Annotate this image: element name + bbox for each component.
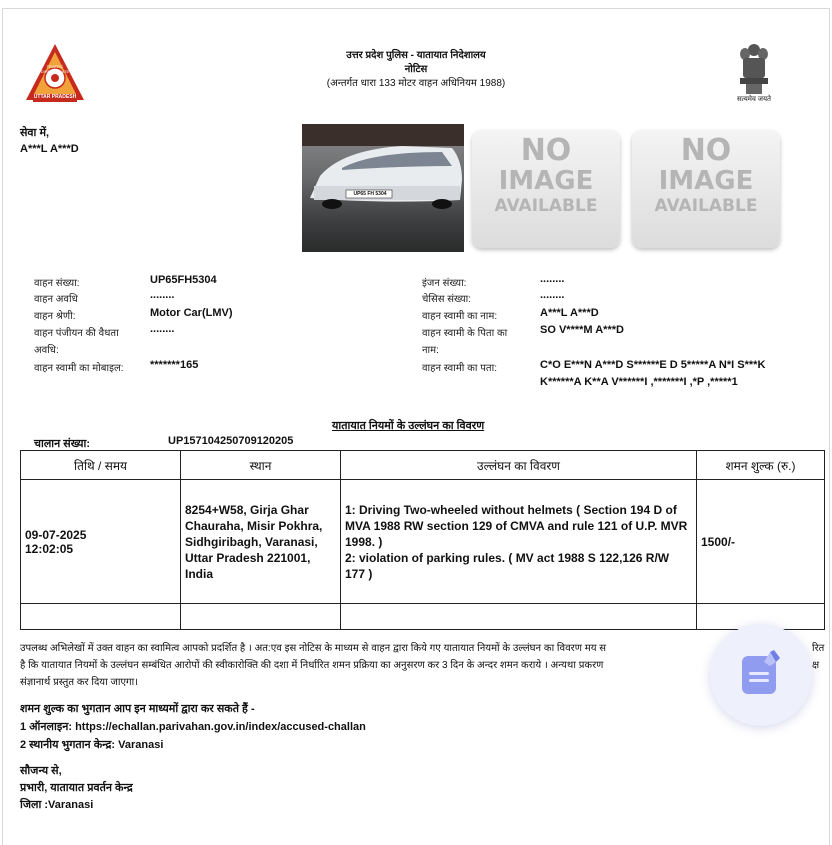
violation-2: 2: violation of parking rules. ( MV act 1988 S 122,126 R/W 177 ) (345, 550, 670, 581)
vehicle-photo (302, 124, 464, 252)
column-header-fine: शमन शुल्क (रु.) (697, 451, 825, 480)
owner-father-label-2: नाम: (422, 345, 439, 356)
violation-time: 12:02:05 (25, 541, 74, 556)
notice-line-2-end: क्ष (812, 660, 820, 671)
cell-fine: 1500/- (697, 480, 825, 604)
emblem-caption: सत्यमेव जयते (736, 96, 772, 103)
notice-line-3: संज्ञानार्थ प्रस्तुत कर दिया जाएगा। (20, 677, 138, 688)
logo-caption: UTTAR PRADESH (33, 94, 77, 100)
no-image-placeholder-2: NO IMAGE AVAILABLE (632, 130, 780, 248)
act-reference: (अन्तर्गत धारा 133 मोटर वाहन अधिनियम 1988) (326, 78, 506, 89)
cell-violation (341, 480, 697, 604)
cell-location: 8254+W58, Girja Ghar Chauraha, Misir Pokhra, Sidhgiribagh, Varanasi, Uttar Pradesh 221001, India (181, 480, 341, 604)
payment-local-center: 2 स्थानीय भुगतान केन्द्र: Varanasi (20, 739, 164, 751)
floating-note-button[interactable] (710, 624, 812, 726)
notice-line-2: है कि यातायात नियमों के उल्लंघन सम्बंधित आरोपों की स्वीकारोक्ति की दशा में निर्धारित शमन प्रक्रिया का अनुसरण कर 3 दिन के अन्दर शमन कराये । अन्यथा प्रकरण (20, 660, 604, 671)
document-type: नोटिस (404, 64, 428, 75)
engine-number: ........ (540, 273, 565, 285)
table-header-row (21, 451, 825, 480)
no-image-placeholder-1: NO IMAGE AVAILABLE (472, 130, 620, 248)
violation-section-title: यातायात नियमों के उल्लंघन का विवरण (332, 420, 485, 432)
salutation: सेवा में, (20, 127, 50, 139)
cell-date-time (21, 480, 181, 604)
owner-father-label: वाहन स्वामी के पिता का (422, 328, 508, 339)
registration-validity: ........ (150, 323, 175, 335)
violation-date: 09-07-2025 (25, 527, 87, 542)
owner-mobile: *******165 (150, 359, 199, 371)
vehicle-number: UP65FH5304 (150, 274, 217, 286)
note-edit-icon (740, 650, 784, 698)
notice-paragraph (20, 640, 820, 691)
chassis-number-label: चेसिस संख्या: (422, 294, 472, 305)
owner-address-label: वाहन स्वामी का पता: (422, 363, 497, 374)
challan-number: UP157104250709120205 (168, 435, 294, 447)
vehicle-period: ........ (150, 289, 175, 301)
payment-online-link[interactable]: https://echallan.parivahan.gov.in/index/accused-challan (75, 721, 366, 733)
owner-address-line1: C*O E***N A***D S******E D 5*****A N*I S***K (540, 359, 766, 371)
registration-validity-label-2: अवधि: (34, 345, 59, 356)
column-header-violation: उल्लंघन का विवरण (341, 451, 697, 480)
owner-address-line2: K******A K**A V******I ,*******I ,*P ,*****1 (540, 376, 738, 388)
number-plate: UP65 FH 5304 (353, 191, 387, 197)
vehicle-period-label: वाहन अवधि (34, 294, 78, 305)
table-row (21, 480, 825, 604)
courtesy-line: सौजन्य से, (20, 765, 62, 777)
registration-validity-label: वाहन पंजीयन की वैधता (34, 328, 119, 339)
department-title: उत्तर प्रदेश पुलिस - यातायात निदेशालय (346, 50, 486, 61)
vehicle-category: Motor Car(LMV) (150, 307, 233, 319)
payment-online (20, 719, 366, 734)
district-line: जिला :Varanasi (20, 799, 94, 811)
owner-name: A***L A***D (540, 307, 599, 319)
national-emblem-icon (734, 40, 774, 106)
officer-line: प्रभारी, यातायात प्रवर्तन केन्द्र (20, 782, 133, 794)
chassis-number: ........ (540, 289, 565, 301)
recipient-name: A***L A***D (20, 143, 79, 155)
owner-name-label: वाहन स्वामी का नाम: (422, 311, 498, 322)
payment-title: शमन शुल्क का भुगतान आप इन माध्यमों द्वारा कर सकते हैं - (20, 703, 255, 715)
column-header-date-time: तिथि / समय (21, 451, 181, 480)
table-empty-row (21, 604, 825, 630)
violation-1: 1: Driving Two-wheeled without helmets ( Section 194 D of MVA 1988 RW section 129 of CMVA and rule 121 of U.P. MVR 1998. ) (345, 502, 688, 549)
payment-online-label: 1 ऑनलाइन: (20, 721, 76, 733)
logo-top-text: TRAFFIC DIRECTORATE (40, 64, 70, 74)
owner-mobile-label: वाहन स्वामी का मोबाइल: (34, 363, 124, 374)
notice-line-1: उपलब्ध अभिलेखों में उक्त वाहन का स्वामित्व आपको प्रदर्शित है । अत:एव इस नोटिस के माध्यम से वाहन द्वारा किये गए यातायात नियमों के उल्लंघन का विवरण मय स (20, 643, 607, 654)
column-header-location: स्थान (181, 451, 341, 480)
vehicle-number-label: वाहन संख्या: (34, 278, 80, 289)
owner-father-name: SO V****M A***D (540, 324, 624, 336)
challan-number-label: चालान संख्या: (34, 438, 91, 450)
notice-line-1-end: रित (812, 643, 825, 654)
vehicle-category-label: वाहन श्रेणी: (34, 311, 76, 322)
engine-number-label: इंजन संख्या: (422, 278, 467, 289)
violation-table (20, 450, 825, 630)
